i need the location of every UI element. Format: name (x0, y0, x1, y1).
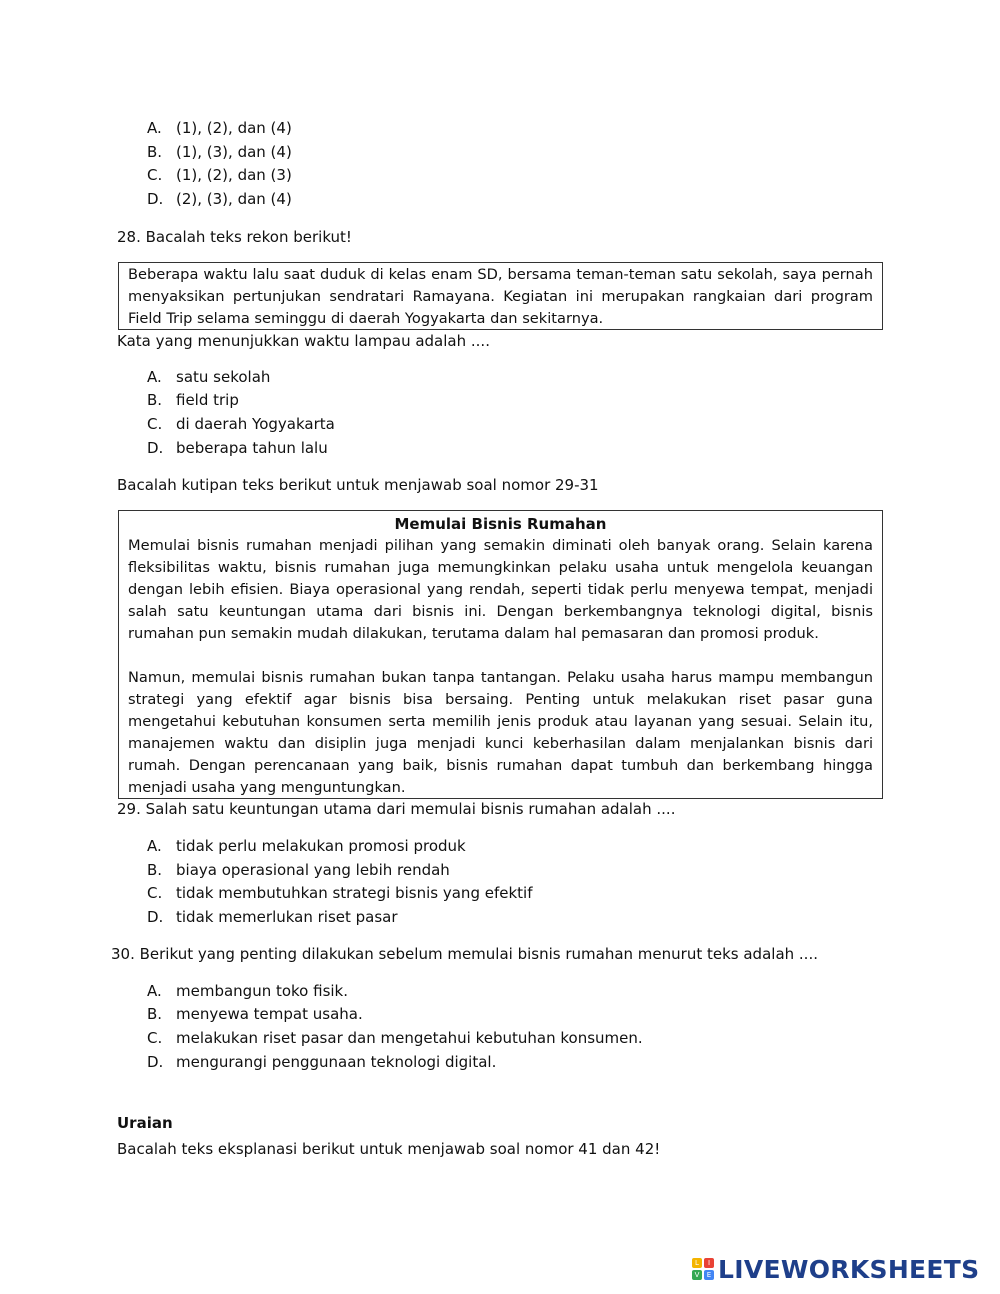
q27-option-d[interactable]: D. (2), (3), dan (4) (147, 190, 292, 208)
q30-option-d[interactable]: D. mengurangi penggunaan teknologi digital. (147, 1053, 497, 1071)
reading-title: Memulai Bisnis Rumahan (394, 515, 607, 533)
q30-option-b[interactable]: B. menyewa tempat usaha. (147, 1005, 363, 1023)
q27-option-c[interactable]: C. (1), (2), dan (3) (147, 166, 292, 184)
liveworksheets-logo[interactable] (692, 1253, 979, 1285)
reading-instruction: Bacalah kutipan teks berikut untuk menjawab soal nomor 29-31 (117, 476, 599, 494)
q28-option-b[interactable]: B. field trip (147, 391, 239, 409)
q30-option-a[interactable]: A. membangun toko fisik. (147, 982, 349, 1000)
q29-question: 29. Salah satu keuntungan utama dari memulai bisnis rumahan adalah .... (117, 800, 676, 818)
q28-option-a[interactable]: A. satu sekolah (147, 368, 271, 386)
q27-option-b[interactable]: B. (1), (3), dan (4) (147, 143, 292, 161)
q29-option-d[interactable]: D. tidak memerlukan riset pasar (147, 908, 398, 926)
essay-heading: Uraian (117, 1114, 173, 1132)
q29-option-c[interactable]: C. tidak membutuhkan strategi bisnis yang efektif (147, 884, 533, 902)
essay-instruction: Bacalah teks eksplanasi berikut untuk menjawab soal nomor 41 dan 42! (117, 1140, 661, 1158)
reading-passage-box (118, 510, 883, 799)
q28-prompt: 28. Bacalah teks rekon berikut! (117, 228, 352, 246)
logo-mark-v: V (692, 1270, 702, 1280)
reading-paragraph-2: Namun, memulai bisnis rumahan bukan tanpa tantangan. Pelaku usaha harus mampu membangun strategi yang efektif agar bisnis bisa bersaing. Penting untuk melakukan riset pasar guna mengetahui kebutuhan konsumen serta memilih jenis produk atau layanan yang sesuai. Selain itu, manajemen waktu dan disiplin juga menjadi kunci keberhasilan dalam menjalankan bisnis dari rumah. Dengan perencanaan yang baik, bisnis rumahan dapat tumbuh dan berkembang hingga menjadi usaha yang menguntungkan. (128, 669, 873, 796)
q30-option-c[interactable]: C. melakukan riset pasar dan mengetahui kebutuhan konsumen. (147, 1029, 643, 1047)
liveworksheets-logo-text: LIVEWORKSHEETS (718, 1254, 980, 1284)
q30-question: 30. Berikut yang penting dilakukan sebelum memulai bisnis rumahan menurut teks adalah .... (111, 945, 818, 963)
logo-mark-i: I (704, 1258, 714, 1268)
q28-passage: Beberapa waktu lalu saat duduk di kelas enam SD, bersama teman-teman satu sekolah, saya pernah menyaksikan pertunjukan sendratari Ramayana. Kegiatan ini merupakan rangkaian dari program Field Trip selama seminggu di daerah Yogyakarta dan sekitarnya. (128, 266, 873, 327)
q29-option-a[interactable]: A. tidak perlu melakukan promosi produk (147, 837, 466, 855)
q29-option-b[interactable]: B. biaya operasional yang lebih rendah (147, 861, 450, 879)
liveworksheets-logo-mark (692, 1258, 714, 1280)
q28-option-d[interactable]: D. beberapa tahun lalu (147, 439, 328, 457)
q28-question: Kata yang menunjukkan waktu lampau adalah .... (117, 332, 490, 350)
q28-passage-box (118, 262, 883, 330)
logo-mark-l: L (692, 1258, 702, 1268)
logo-mark-e: E (704, 1270, 714, 1280)
q28-option-c[interactable]: C. di daerah Yogyakarta (147, 415, 335, 433)
q27-option-a[interactable]: A. (1), (2), dan (4) (147, 119, 292, 137)
reading-paragraph-1: Memulai bisnis rumahan menjadi pilihan yang semakin diminati oleh banyak orang. Selain karena fleksibilitas waktu, bisnis rumahan juga memungkinkan pelaku usaha untuk mengelola keuangan dengan lebih efisien. Biaya operasional yang rendah, seperti tidak perlu menyewa tempat, menjadi salah satu keuntungan utama dari bisnis ini. Dengan berkembangnya teknologi digital, bisnis rumahan pun semakin mudah dilakukan, terutama dalam hal pemasaran dan promosi produk. (128, 537, 873, 642)
